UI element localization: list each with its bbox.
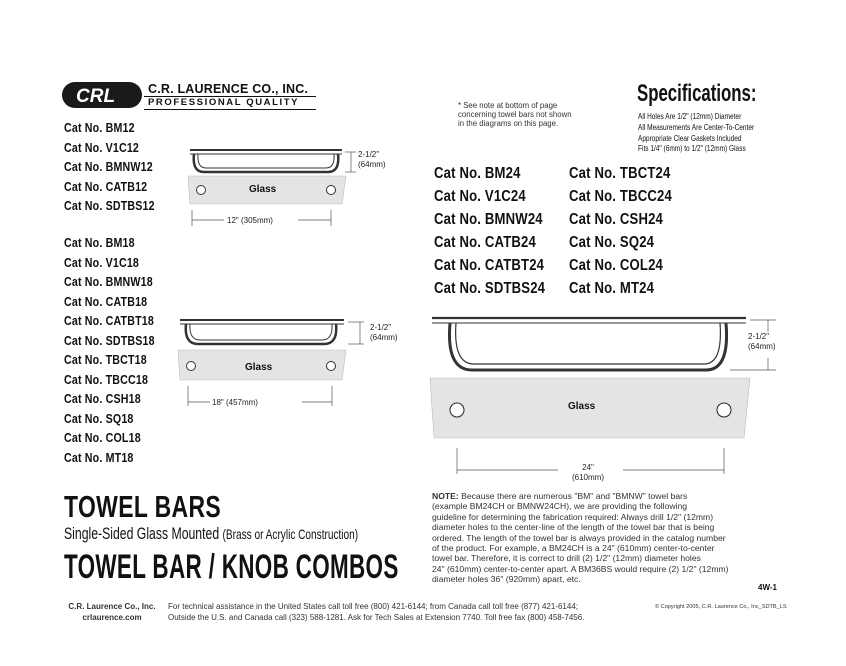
- cat-item: Cat No. TBCT24: [569, 165, 671, 182]
- crl-logo: [62, 80, 144, 110]
- fabrication-note: NOTE: Because there are numerous "BM" and "BMNW" towel bars (example BM24CH or BMNW24CH), we are providing the following guideline for determining the fabrication required: Always drill 1/2" (12mm) diameter holes to the center-line of the length of the towel bar that is being ordered. The length of the towel bar is always provided in the catalog number of the product. For example, a BM24CH is a 24" (610mm) center-to-center towel bar. Therefore, it is correct to drill (2) 1/2" (12mm) diameter holes 24" (610mm) center-to-center apart. A BM36BS would require (2) 1/2" (12mm) diameter holes 36" (920mm) apart, etc.: [432, 491, 729, 585]
- asterisk-note: * See note at bottom of page concerning towel bars not shown in the diagrams on this page.: [458, 101, 572, 128]
- cat-list-24-col2: [569, 162, 695, 300]
- tagline: PROFESSIONAL QUALITY: [148, 97, 300, 108]
- cat-item: Cat No. BM12: [64, 120, 135, 135]
- cat-item: Cat No. MT24: [569, 280, 655, 297]
- cat-list-18: [64, 233, 175, 467]
- specifications-list: All Holes Are 1/2" (12mm) Diameter All Measurements Are Center-To-Center Appropriate Clear Gaskets Included Fits 1/4" (6mm) to 1/2" (12mm) Glass: [638, 111, 755, 154]
- cat-item: Cat No. CATB24: [434, 234, 536, 251]
- cat-item: Cat No. SQ24: [569, 234, 655, 251]
- svg-text:CRL: CRL: [76, 86, 116, 107]
- cat-item: Cat No. SDTBS24: [434, 280, 546, 297]
- cat-list-24-col1: [434, 162, 570, 300]
- cat-item: Cat No. BMNW18: [64, 274, 153, 289]
- height-label-18: 2-1/2" (64mm): [370, 323, 398, 342]
- cat-item: Cat No. CATB18: [64, 293, 148, 309]
- footer-company: C.R. Laurence Co., Inc. crlaurence.com: [68, 602, 156, 622]
- cat-item: Cat No. CATBT18: [64, 313, 154, 328]
- glass-label-18: Glass: [245, 362, 273, 373]
- height-label-24: 2-1/2" (64mm): [748, 332, 776, 351]
- title-towel-bars: TOWEL BARS: [64, 489, 222, 524]
- cat-item: Cat No. SDTBS18: [64, 332, 155, 348]
- towel-bar-diagram-24: [428, 308, 798, 488]
- cat-item: Cat No. V1C12: [64, 139, 140, 155]
- cat-item: Cat No. V1C24: [434, 188, 526, 205]
- page-code: 4W-1: [758, 583, 777, 592]
- width-label-24: 24" (610mm): [571, 463, 604, 482]
- towel-bar-diagram-12: [180, 140, 380, 240]
- cat-item: Cat No. SQ18: [64, 410, 134, 426]
- cat-item: Cat No. TBCC18: [64, 371, 149, 387]
- cat-item: Cat No. BM24: [434, 165, 521, 182]
- glass-label-24: Glass: [568, 401, 596, 412]
- specifications-title: Specifications:: [637, 80, 757, 107]
- cat-item: Cat No. CSH24: [569, 211, 664, 228]
- width-label-12: 12" (305mm): [227, 216, 273, 225]
- cat-item: Cat No. MT18: [64, 449, 134, 465]
- cat-list-12: [64, 118, 175, 216]
- company-name: C.R. LAURENCE CO., INC.: [148, 82, 309, 96]
- cat-item: Cat No. COL24: [569, 257, 664, 274]
- width-label-18: 18" (457mm): [212, 398, 258, 407]
- cat-item: Cat No. CSH18: [64, 391, 141, 406]
- glass-label-12: Glass: [249, 184, 277, 195]
- cat-item: Cat No. BMNW24: [434, 211, 543, 228]
- cat-item: Cat No. BMNW12: [64, 159, 153, 174]
- cat-item: Cat No. TBCT18: [64, 352, 147, 367]
- cat-item: Cat No. TBCC24: [569, 188, 672, 205]
- towel-bar-diagram-18: [172, 310, 382, 410]
- subtitle: Single-Sided Glass Mounted (Brass or Acrylic Construction): [64, 524, 359, 543]
- footer-contact: For technical assistance in the United States call toll free (800) 421-6144; from Canada call toll free (877) 421-6144; Outside the U.S. and Canada call (323) 588-1281. Ask for Tech Sales at Extension 7740. Toll free fax (800) 458-7456.: [168, 602, 585, 622]
- cat-item: Cat No. BM18: [64, 235, 135, 250]
- title-combos: TOWEL BAR / KNOB COMBOS: [64, 548, 399, 586]
- cat-item: Cat No. CATBT24: [434, 257, 545, 274]
- height-label-12: 2-1/2" (64mm): [358, 150, 386, 169]
- cat-item: Cat No. COL18: [64, 430, 141, 445]
- cat-item: Cat No. CATB12: [64, 178, 148, 194]
- cat-item: Cat No. V1C18: [64, 254, 140, 270]
- copyright: © Copyright 2005, C.R. Laurence Co., Inc_SDTB_LS: [655, 604, 787, 610]
- cat-item: Cat No. SDTBS12: [64, 198, 155, 213]
